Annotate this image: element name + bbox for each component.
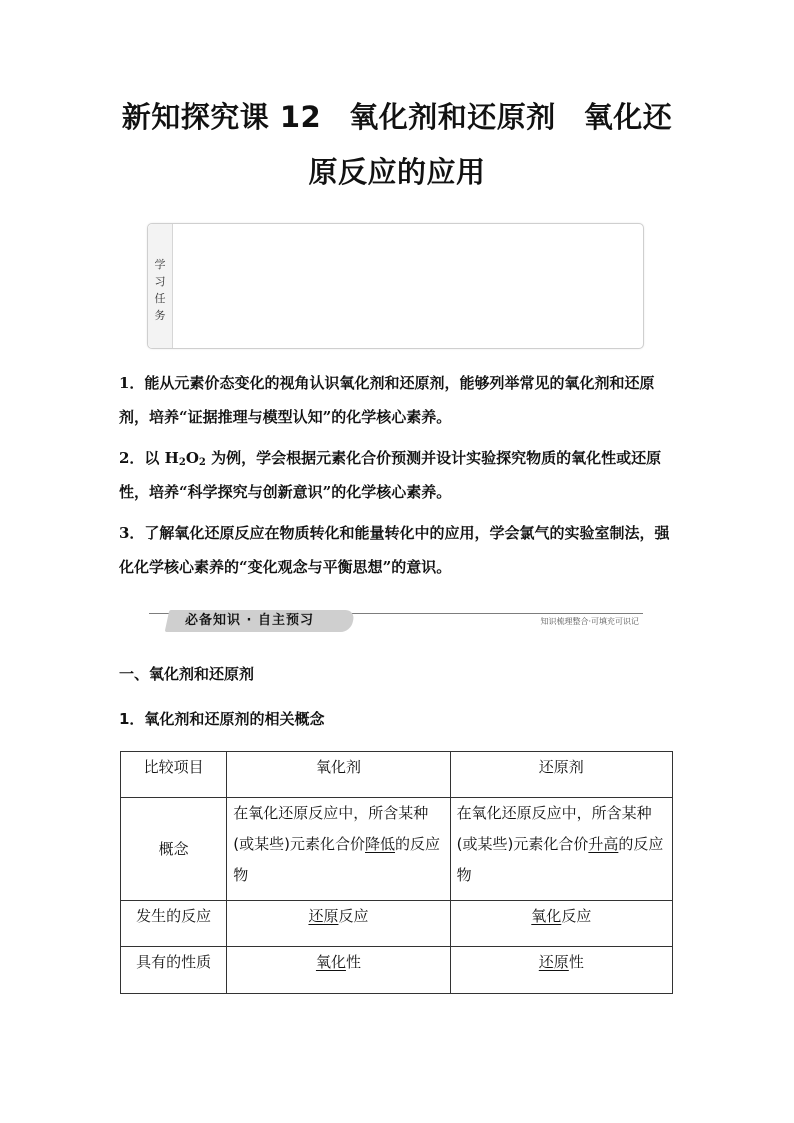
cell-text: 的反应物 — [456, 835, 664, 884]
fill-in-answer: 氧化 — [531, 907, 562, 925]
section-label: 必备知识 · 自主预习 — [185, 613, 314, 628]
section-note: 知识梳理整合·可填充可识记 — [540, 617, 639, 626]
page-title-line-2: 原反应的应用 — [308, 155, 486, 189]
table-cell — [227, 947, 450, 994]
table-cell — [450, 901, 672, 947]
heading-oxidizer-reducer: 一、氧化剂和还原剂 — [119, 665, 255, 683]
cell-text: 反应 — [561, 907, 592, 925]
learning-task-label-text — [148, 256, 172, 324]
table-row — [121, 798, 673, 901]
learning-task-label — [148, 224, 173, 348]
concept-table — [120, 751, 673, 994]
cell-text: 反应 — [338, 907, 369, 925]
fill-in-answer: 升高 — [588, 835, 619, 853]
objective-1: 1．能从元素价态变化的视角认识氧化剂和还原剂，能够列举常见的氧化剂和还原剂，培养“证据推理与模型认知”的化学核心素养。 — [119, 374, 655, 426]
cell-text: 在氧化还原反应中，所含某种(或某些)元素化合价 — [233, 804, 429, 853]
objective-3: 3．了解氧化还原反应在物质转化和能量转化中的应用，学会氯气的实验室制法，强化化学核心素养的“变化观念与平衡思想”的意识。 — [119, 524, 670, 576]
heading-related-concepts: 1．氧化剂和还原剂的相关概念 — [119, 710, 325, 728]
subscript: 2 — [198, 457, 206, 468]
objective-2-prefix: 2．以 H — [119, 449, 179, 467]
label-char: 务 — [154, 309, 166, 322]
label-char: 习 — [154, 275, 166, 288]
fill-in-answer: 降低 — [365, 835, 396, 853]
table-header-cell: 还原剂 — [450, 752, 672, 798]
table-header-cell: 氧化剂 — [227, 752, 450, 798]
subscript: 2 — [178, 457, 186, 468]
table-row — [121, 947, 673, 994]
page-title-line-1 — [0, 100, 794, 134]
row-label: 具有的性质 — [121, 947, 227, 994]
table-cell — [450, 798, 672, 901]
label-char: 任 — [154, 292, 166, 305]
cell-text: 性 — [568, 953, 584, 971]
learning-task-box — [147, 223, 644, 349]
fill-in-answer: 氧化 — [315, 953, 346, 971]
row-label: 发生的反应 — [121, 901, 227, 947]
row-label: 概念 — [121, 798, 227, 901]
objective-2-mid: O — [185, 449, 199, 467]
table-cell — [227, 901, 450, 947]
cell-text: 在氧化还原反应中，所含某种(或某些)元素化合价 — [456, 804, 652, 853]
cell-text: 性 — [345, 953, 361, 971]
table-header-row — [121, 752, 673, 798]
title-part-3: 氧化还 — [583, 100, 673, 134]
table-row — [121, 901, 673, 947]
objective-2-suffix: 为例，学会根据元素化合价预测并设计实验探究物质的氧化性或还原性，培养“科学探究与创新意识”的化学核心素养。 — [119, 449, 662, 501]
cell-text: 的反应物 — [233, 835, 441, 884]
title-part-2: 氧化剂和还原剂 — [349, 100, 556, 134]
fill-in-answer: 还原 — [308, 907, 339, 925]
section-band — [149, 606, 643, 632]
fill-in-answer: 还原 — [538, 953, 569, 971]
title-part-1: 新知探究课 12 — [121, 100, 322, 134]
table-cell — [450, 947, 672, 994]
table-header-cell: 比较项目 — [121, 752, 227, 798]
table-cell — [227, 798, 450, 901]
objective-2 — [119, 441, 679, 509]
label-char: 学 — [154, 258, 166, 271]
